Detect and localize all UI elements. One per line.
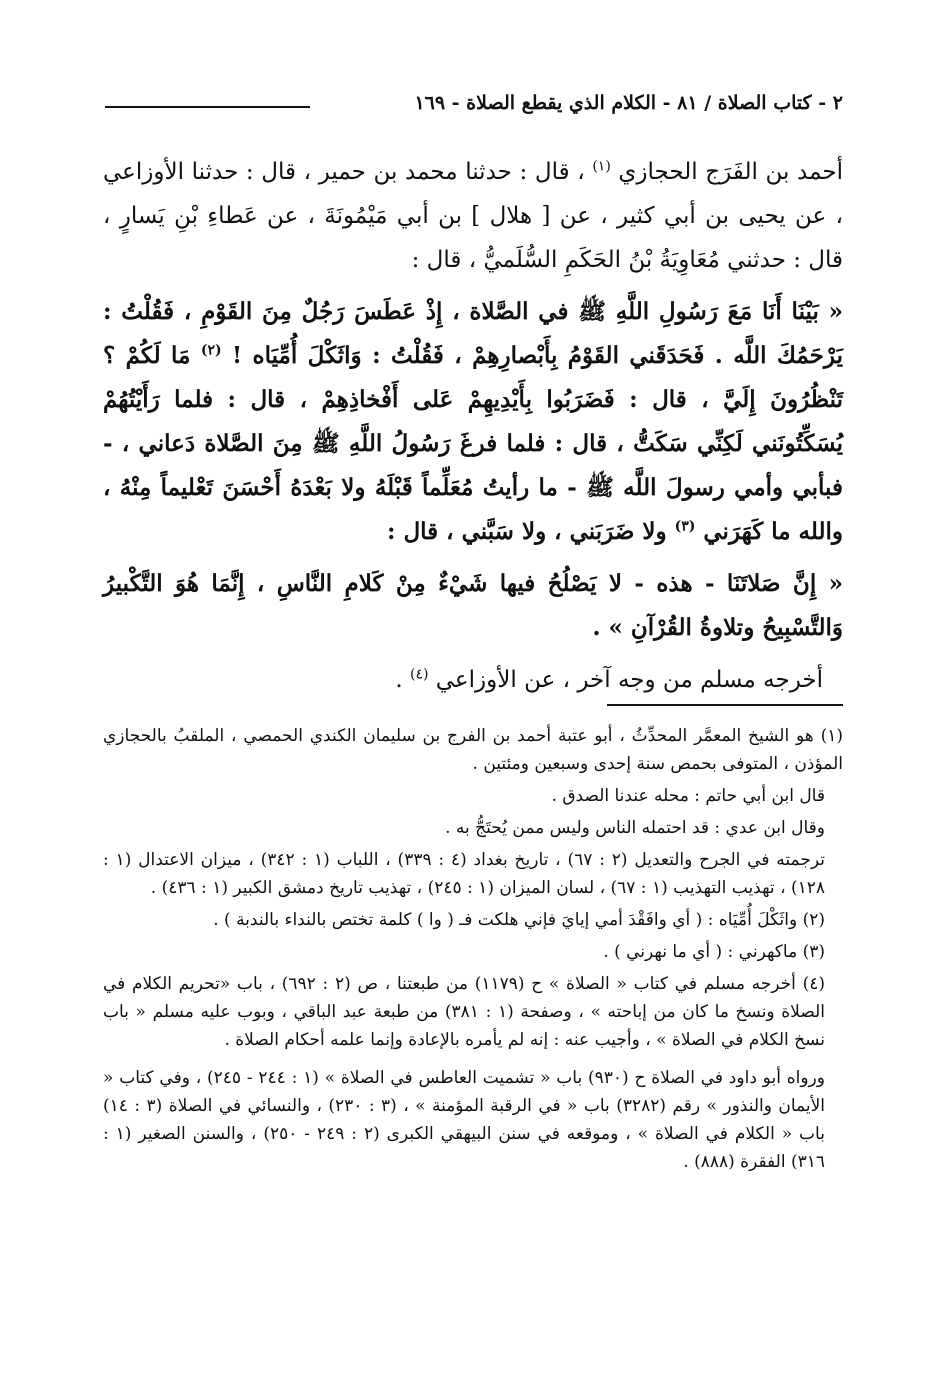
footnote-ref-2: (٢) [200, 342, 222, 359]
footnotes [103, 722, 843, 1180]
footnote-3: (٣) ماكهرني : ( أي ما نهرني ) . [603, 942, 825, 962]
takhrij-paragraph [103, 658, 843, 702]
hadith-part-b: مَا لَكُمْ ؟ تَنْظُرُونَ إِلَيَّ ، قال : فَضَرَبُوا بِأَيْدِيهِمْ عَلى أَفْخاذِهِمْ ، قال : فلما رَأَيْتُهُمْ يُسَكِّتُونَني لَكِنِّي سَكَتُّ ، قال : فلما فرغَ رَسُولُ اللَّهِ ﷺ مِنَ الصَّلاة دَعاني ، - فبأبي وأمي رسولَ اللَّه ﷺ - ما رأيتُ مُعَلِّماً قَبْلَهُ ولا بَعْدَهُ أَحْسَنَ تَعْليماً مِنْهُ ، والله ما كَهَرَني [103, 342, 843, 545]
footnote-2: (٢) واثَكْلَ أُمِّيَاه : ( أي وافَقْدَ أمي إيايَ فإني هلكت فـ ( وا ) كلمة تختص بالنداء بالندبة ) . [213, 910, 825, 930]
hadith-paragraph-1 [103, 290, 843, 554]
main-text [103, 150, 843, 710]
footnote-1-sources: ترجمته في الجرح والتعديل (٢ : ٦٧) ، تاريخ بغداد (٤ : ٣٣٩) ، اللباب (١ : ٣٤٢) ، ميزان الاعتدال (١ : ١٢٨) ، تهذيب التهذيب (١ : ٦٧) ، لسان الميزان (١ : ٢٤٥) ، تهذيب تاريخ دمشق الكبير (١ : ٤٣٦) . [103, 850, 825, 898]
footnote-1: (١) هو الشيخ المعمَّر المحدِّثُ ، أبو عتبة أحمد بن الفرج بن سليمان الكندي الحمصي ، الملقبُ بالحجازي المؤذن ، المتوفى بحمص سنة إحدى وسبعين ومئتين . [103, 726, 843, 774]
footnote-4-other-sources: ورواه أبو داود في الصلاة ح (٩٣٠) باب « تشميت العاطس في الصلاة » (١ : ٢٤٤ - ٢٤٥) ، وفي كتاب « الأيمان والنذور » رقم (٣٢٨٢) باب « في الرقبة المؤمنة » ، (٣ : ٢٣٠) ، والنسائي في الصلاة (٣ : ١٤) باب « الكلام في الصلاة » ، وموقعه في سنن البيهقي الكبرى (٢ : ٢٤٩ - ٢٥٠) ، والسنن الصغير (١ : ٣١٦) الفقرة (٨٨٨) . [103, 1068, 826, 1172]
footnote-1-abu-hatim: قال ابن أبي حاتم : محله عندنا الصدق . [551, 786, 825, 806]
takhrij-end: . [395, 667, 403, 693]
hadith-part-a: « بَيْنَا أَنَا مَعَ رَسُولِ اللَّهِ ﷺ في الصَّلاة ، إِذْ عَطَسَ رَجُلٌ مِنَ القَوْمِ ، فَقُلْتُ : يَرْحَمُكَ اللَّه . فَحَدَقَني القَوْمُ بِأَبْصارِهِمْ ، فَقُلْتُ : وَاثَكْلَ أُمِّيَاه ! [103, 298, 843, 369]
isnad-rest: ، قال : حدثنا محمد بن حمير ، قال : حدثنا الأوزاعي ، عن يحيى بن أبي كثير ، عن [ هلال ] بن أبي مَيْمُونَةَ ، عن عَطاءِ بْنِ يَسارٍ ، قال : حدثني مُعَاوِيَةُ بْنُ الحَكَمِ السُّلَميُّ ، قال : [103, 159, 843, 273]
hadith-paragraph-2: « إِنَّ صَلاتَنَا - هذه - لا يَصْلُحُ فيها شَيْءٌ مِنْ كَلامِ النَّاسِ ، إِنَّمَا هُوَ التَّكْبيرُ وَالتَّسْبِيحُ وتلاوةُ القُرْآنِ » . [103, 570, 843, 641]
hadith-part-c: ولا ضَرَبَني ، ولا سَبَّني ، قال : [386, 518, 667, 545]
footnote-ref-3: (٣) [674, 518, 696, 535]
footnote-4: (٤) أخرجه مسلم في كتاب « الصلاة » ح (١١٧٩) من طبعتنا ، ص (٢ : ٦٩٢) ، باب «تحريم الكلام في الصلاة ونسخ ما كان من إباحته » ، وصفحة (١ : ٣٨١) من طبعة عبد الباقي ، وبوب عليه مسلم « باب نسخ الكلام في الصلاة » ، وأجيب عنه : إنه لم يأمره بالإعادة وإنما علمه أحكام الصلاة . [103, 974, 825, 1050]
isnad-start: أحمد بن الفَرَج الحجازي [618, 159, 843, 185]
isnad-paragraph [103, 150, 843, 282]
running-title: ٢ - كتاب الصلاة / ٨١ - الكلام الذي يقطع الصلاة - ١٦٩ [414, 92, 843, 114]
footnote-ref-1: (١) [592, 158, 611, 175]
takhrij-text: أخرجه مسلم من وجه آخر ، عن الأوزاعي [435, 667, 823, 693]
footnote-1-ibn-adi: وقال ابن عدي : قد احتمله الناس وليس ممن يُحتَجُّ به . [445, 818, 825, 838]
footnote-ref-4: (٤) [409, 666, 429, 683]
footnote-separator [607, 704, 843, 706]
header-rule [105, 106, 310, 108]
page-header [105, 86, 843, 126]
